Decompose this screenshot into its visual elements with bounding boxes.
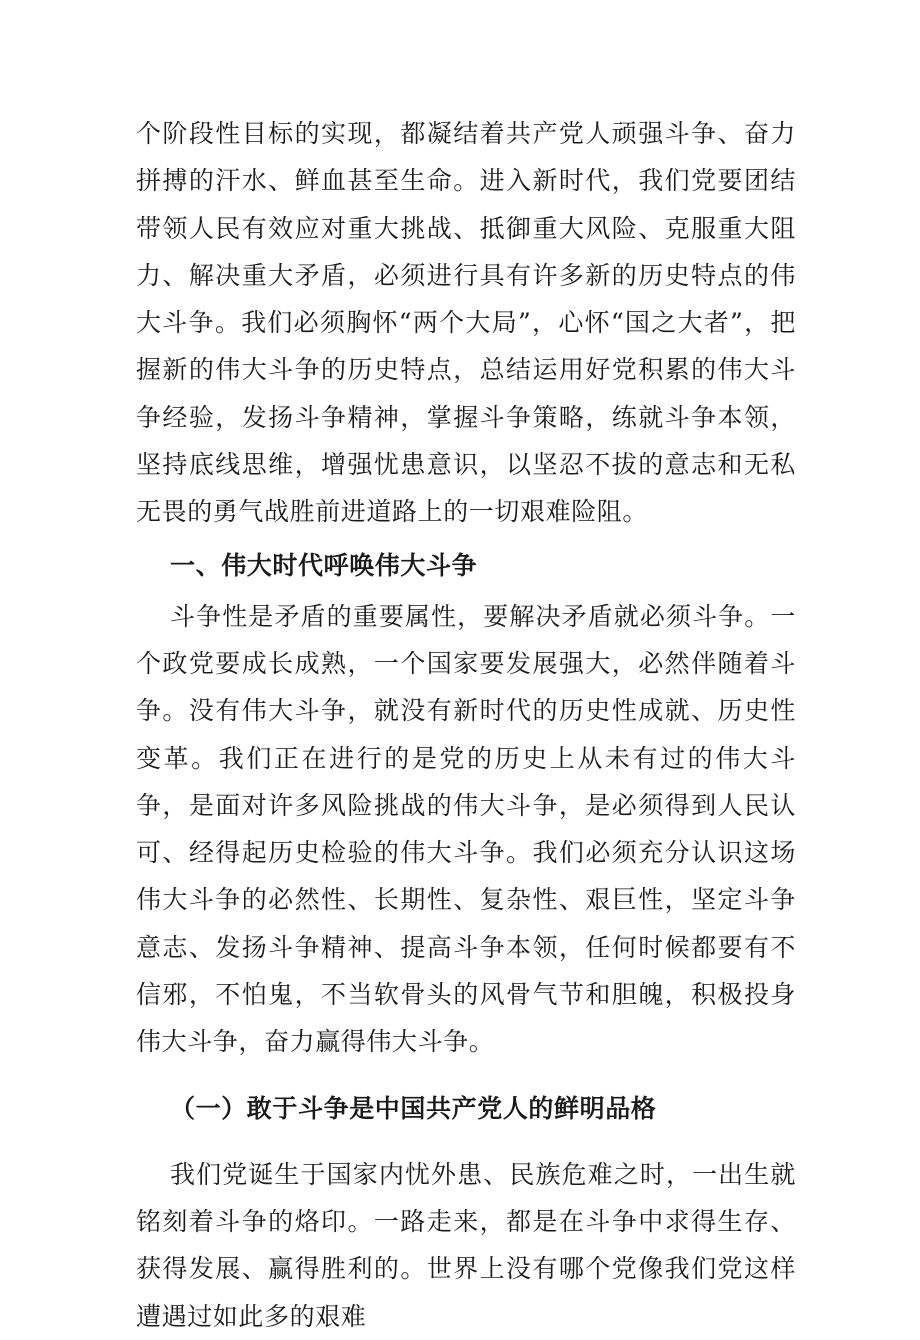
paragraph-party-birth: 我们党诞生于国家内忧外患、民族危难之时，一出生就铭刻着斗争的烙印。一路走来，都是在斗争中求得生存、获得发展、赢得胜利的。世界上没有哪个党像我们党这样遭遇过如此多的艰难 [136, 1159, 796, 1331]
paragraph-continuation: 个阶段性目标的实现，都凝结着共产党人顽强斗争、奋力拼搏的汗水、鲜血甚至生命。进入新时代，我们党要团结带领人民有效应对重大挑战、抵御重大风险、克服重大阻力、解决重大矛盾，必须进行具有许多新的历史特点的伟大斗争。我们必须胸怀“两个大局”，心怀“国之大者”，把握新的伟大斗争的历史特点，总结运用好党积累的伟大斗争经验，发扬斗争精神，掌握斗争策略，练就斗争本领，坚持底线思维，增强忧患意识，以坚忍不拔的意志和无私无畏的勇气战胜前进道路上的一切艰难险阻。 [136, 119, 796, 527]
paragraph-great-struggle: 斗争性是矛盾的重要属性，要解决矛盾就必须斗争。一个政党要成长成熟，一个国家要发展强大，必然伴随着斗争。没有伟大斗争，就没有新时代的历史性成就、历史性变革。我们正在进行的是党的历史上从未有过的伟大斗争，是面对许多风险挑战的伟大斗争，是必须得到人民认可、经得起历史检验的伟大斗争。我们必须充分认识这场伟大斗争的必然性、长期性、复杂性、艰巨性，坚定斗争意志、发扬斗争精神、提高斗争本领，任何时候都要有不信邪，不怕鬼，不当软骨头的风骨气节和胆魄，积极投身伟大斗争，奋力赢得伟大斗争。 [136, 601, 796, 1057]
subsection-heading-1: （一）敢于斗争是中国共产党人的鲜明品格 [170, 1093, 657, 1123]
document-body [136, 110, 796, 1340]
section-heading-1: 一、伟大时代呼唤伟大斗争 [170, 550, 478, 580]
